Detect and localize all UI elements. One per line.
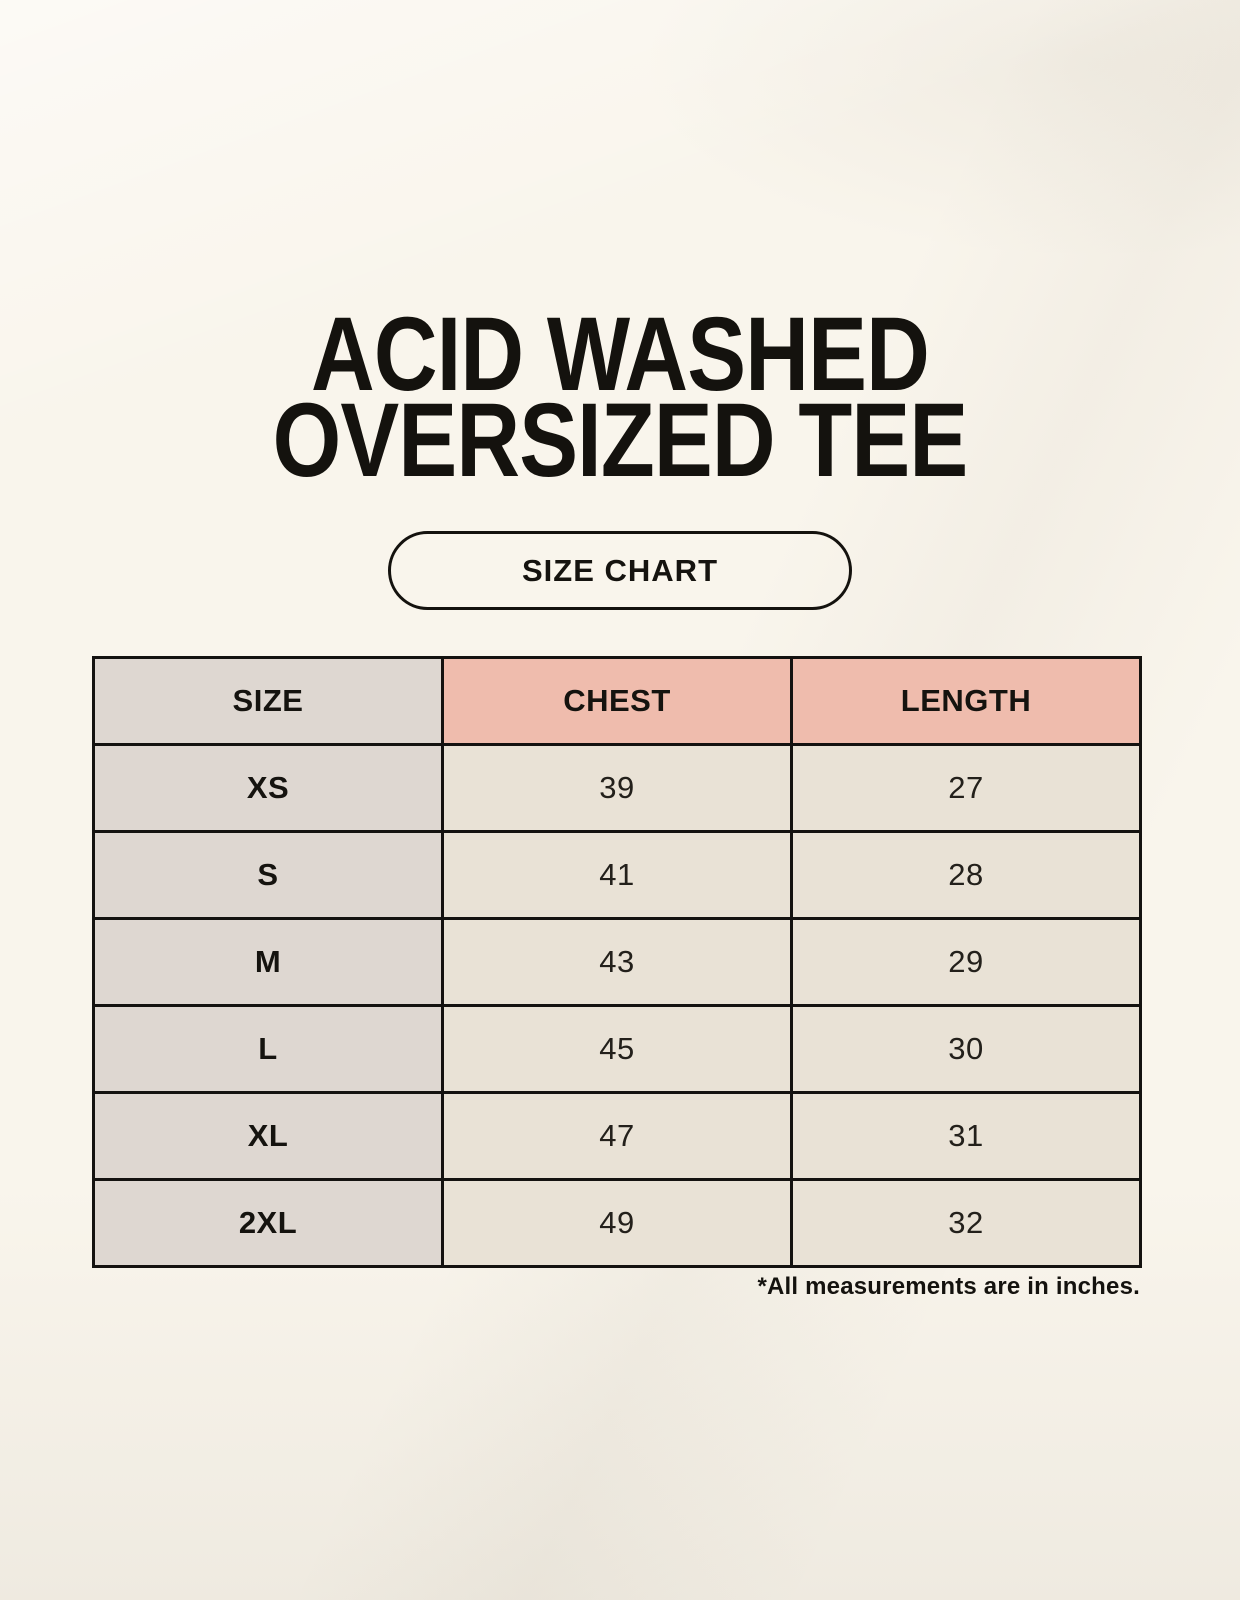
length-value: 30 (792, 1006, 1141, 1093)
size-chart-table (92, 656, 1142, 1268)
chest-value: 49 (443, 1180, 792, 1267)
table-row (94, 919, 1141, 1006)
length-value: 32 (792, 1180, 1141, 1267)
column-header-length: LENGTH (792, 658, 1141, 745)
chest-value: 41 (443, 832, 792, 919)
table-header-row (94, 658, 1141, 745)
product-title-line2: OVERSIZED TEE (272, 382, 968, 499)
table-row (94, 1180, 1141, 1267)
length-value: 31 (792, 1093, 1141, 1180)
product-title-line1: ACID WASHED (310, 296, 929, 413)
table-row (94, 832, 1141, 919)
size-chart-button-label: SIZE CHART (522, 552, 718, 588)
size-label: XL (94, 1093, 443, 1180)
column-header-size: SIZE (94, 658, 443, 745)
size-label: 2XL (94, 1180, 443, 1267)
table-row (94, 745, 1141, 832)
product-title (99, 296, 1141, 499)
size-label: S (94, 832, 443, 919)
chest-value: 45 (443, 1006, 792, 1093)
table-row (94, 1093, 1141, 1180)
chest-value: 47 (443, 1093, 792, 1180)
length-value: 29 (792, 919, 1141, 1006)
chest-value: 39 (443, 745, 792, 832)
length-value: 28 (792, 832, 1141, 919)
chest-value: 43 (443, 919, 792, 1006)
size-label: M (94, 919, 443, 1006)
size-label: XS (94, 745, 443, 832)
size-chart-button[interactable] (388, 531, 852, 610)
size-label: L (94, 1006, 443, 1093)
table-row (94, 1006, 1141, 1093)
column-header-chest: CHEST (443, 658, 792, 745)
measurements-footnote: *All measurements are in inches. (757, 1273, 1140, 1300)
length-value: 27 (792, 745, 1141, 832)
